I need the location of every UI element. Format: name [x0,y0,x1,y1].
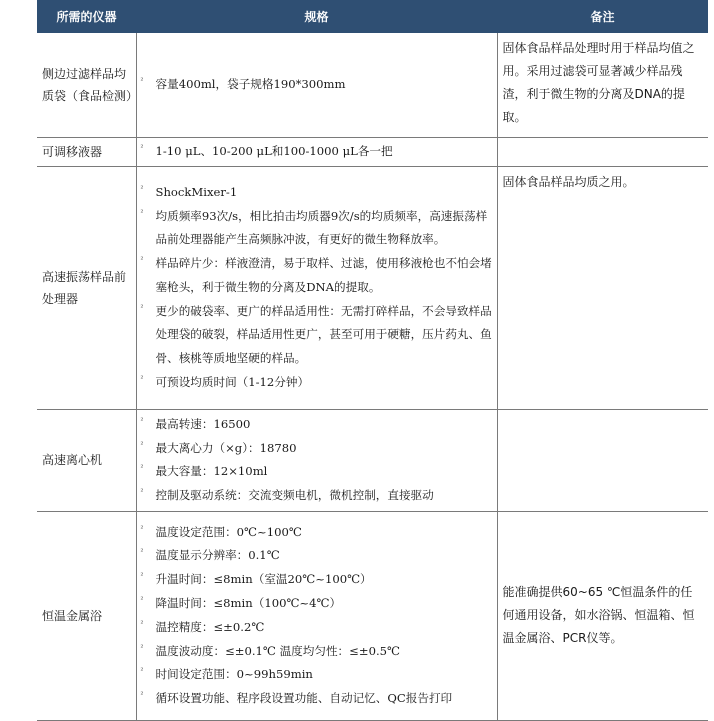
bullet-marker: ² [140,208,144,217]
spec-cell [136,138,497,167]
bullet-marker: ² [140,488,144,497]
spec-item: ² 温度波动度：≤±0.1℃ 温度均匀性：≤±0.5℃ [141,640,497,664]
table-row [37,511,708,720]
spec-item: ² 最高转速：16500 [141,413,497,437]
bullet-marker: ² [140,184,144,193]
table-row [37,166,708,409]
spec-cell [136,511,497,720]
spec-item: ² 温度设定范围：0℃~100℃ [141,521,497,545]
spec-item: ² 更少的破袋率、更广的样品适用性：无需打碎样品，不会导致样品处理袋的破裂，样品适用性更广，甚至可用于硬糖，压片药丸、鱼骨、核桃等质地坚硬的样品。 [141,300,497,371]
bullet-marker: ² [140,144,144,152]
note-cell [497,138,708,167]
instrument-name: 高速振荡样品前处理器 [37,166,136,409]
bullet-marker: ² [140,619,144,628]
bullet-marker: ² [140,548,144,557]
bullet-marker: ² [140,416,144,425]
bullet-marker: ² [140,572,144,581]
bullet-marker: ² [140,643,144,652]
bullet-marker: ² [140,596,144,604]
spec-item: ² 最大容量：12×10ml [141,460,497,484]
bullet-marker: ² [140,256,144,265]
instrument-name: 高速离心机 [37,409,136,511]
spec-item: ² 控制及驱动系统：交流变频电机，微机控制，直接驱动 [141,484,497,508]
bullet-marker: ² [140,303,144,312]
spec-item: ² 可预设均质时间（1-12分钟） [141,371,497,395]
note-cell: 能准确提供60~65 ℃恒温条件的任何通用设备，如水浴锅、恒温箱、恒温金属浴、PCR仪等。 [497,511,708,720]
table-row [37,409,708,511]
table-row [37,138,708,167]
header-spec: 规格 [136,0,497,33]
spec-cell [136,33,497,138]
header-note: 备注 [497,0,708,33]
header-instrument: 所需的仪器 [37,0,136,33]
bullet-marker: ² [140,440,144,449]
table-header-row [37,0,708,33]
bullet-marker: ² [140,691,144,700]
spec-item: ² 降温时间：≤8min（100℃~4℃） [141,592,497,616]
spec-cell [136,409,497,511]
spec-item: ² 循环设置功能、程序段设置功能、自动记忆、QC报告打印 [141,687,497,711]
instrument-name: 可调移液器 [37,138,136,167]
spec-item: ² 温度显示分辨率：0.1℃ [141,544,497,568]
spec-item: ² 均质频率93次/s，相比拍击均质器9次/s的均质频率，高速振荡样品前处理器能产生高频脉冲波，有更好的微生物释放率。 [141,205,497,253]
spec-item: ² 时间设定范围：0~99h59min [141,663,497,687]
bullet-marker: ² [140,464,144,473]
instrument-name: 侧边过滤样品均质袋（食品检测） [37,33,136,138]
note-cell: 固体食品样品均质之用。 [497,166,708,409]
instrument-name: 恒温金属浴 [37,511,136,720]
spec-item: ² 升温时间：≤8min（室温20℃~100℃） [141,568,497,592]
note-cell [497,409,708,511]
spec-item: ² 样品碎片少：样液澄清，易于取样、过滤，使用移液枪也不怕会堵塞枪头，利于微生物的分离及DNA的提取。 [141,252,497,300]
spec-item: ² ShockMixer-1 [141,181,497,205]
table-row [37,33,708,138]
instrument-table [37,0,708,721]
spec-cell [136,166,497,409]
spec-item: ² 1-10 μL、10-200 μL和100-1000 μL各一把 [141,140,497,164]
spec-item: ² 最大离心力（×g）：18780 [141,437,497,461]
bullet-marker: ² [140,375,144,384]
bullet-marker: ² [140,524,144,533]
note-cell: 固体食品样品处理时用于样品均值之用。采用过滤袋可显著减少样品残渣，利于微生物的分离及DNA的提取。 [497,33,708,138]
spec-item: ² 容量400ml，袋子规格190*300mm [141,73,497,97]
spec-item: ² 温控精度：≤±0.2℃ [141,616,497,640]
bullet-marker: ² [140,667,144,676]
bullet-marker: ² [140,77,144,86]
